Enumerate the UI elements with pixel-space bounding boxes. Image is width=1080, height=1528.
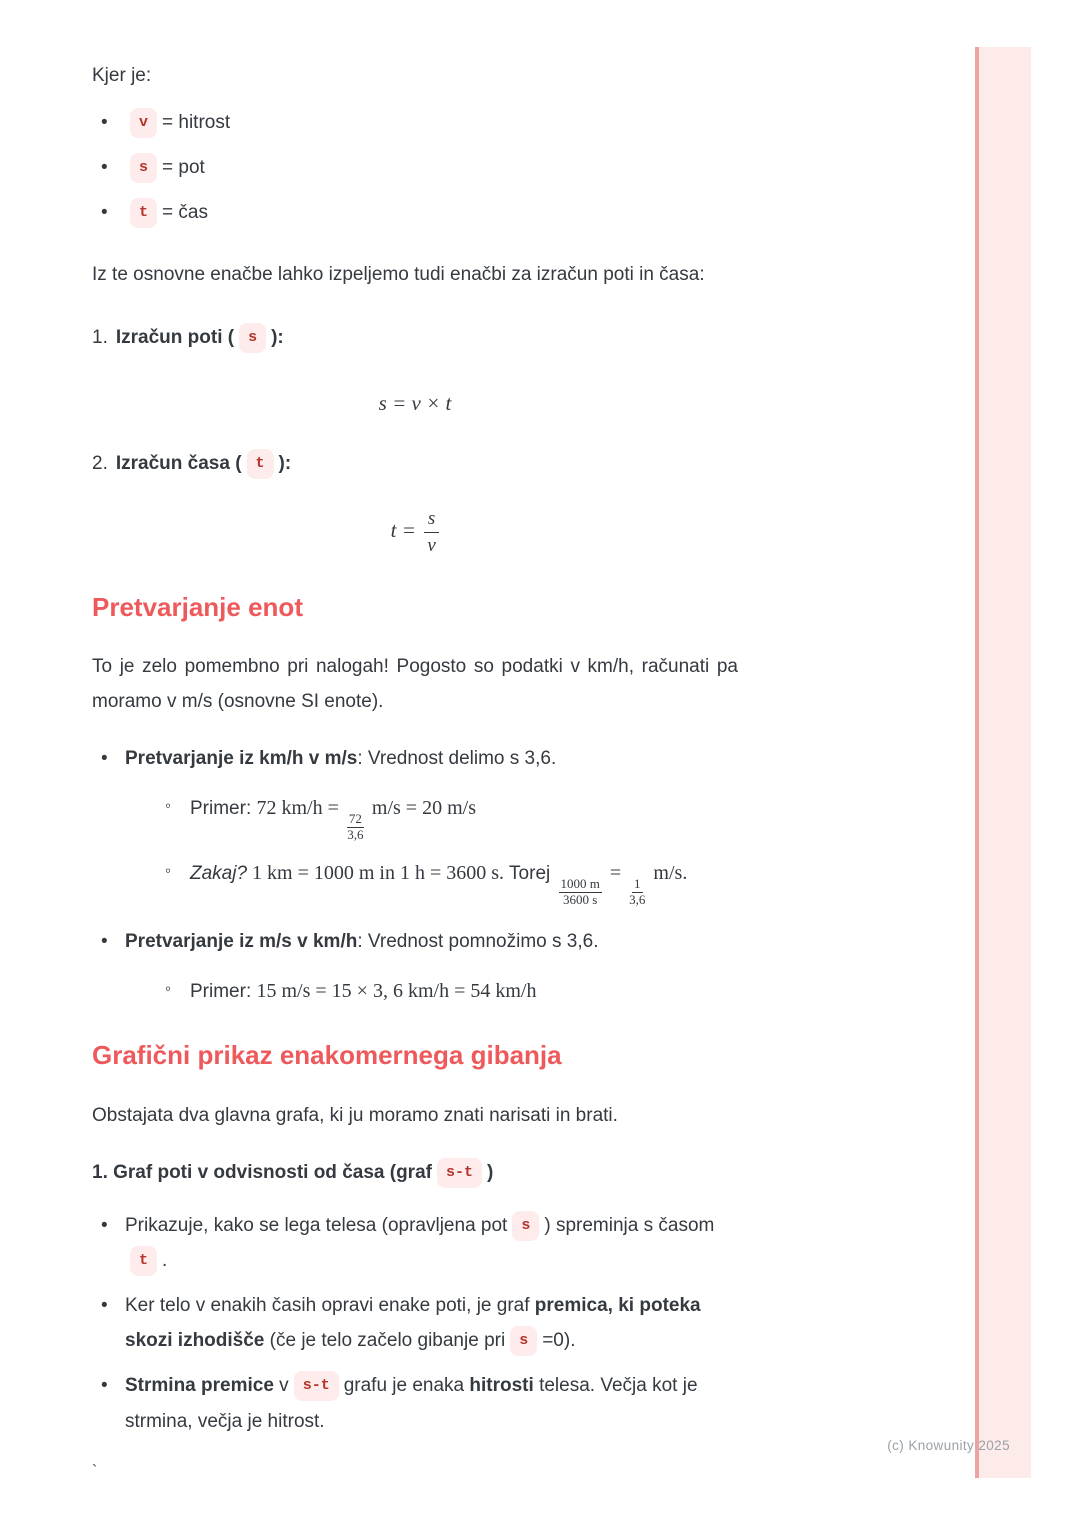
why-item [158,855,738,908]
graph1-title-pre: 1. Graf poti v odvisnosti od časa (graf [92,1161,432,1183]
item-title-end: ): [271,326,284,348]
bullet-text: =0). [542,1330,576,1352]
fraction-denominator: 3,6 [629,892,646,908]
item-title: Izračun poti ( [115,326,235,348]
variable-definition: = pot [162,157,205,179]
code-badge-t: t [130,1246,157,1276]
fraction-numerator: s [424,507,439,533]
inline-fraction [629,877,645,908]
conversion-rule-bold: Pretvarjanje iz km/h v m/s [125,748,358,770]
graph-bullet-2 [92,1288,738,1358]
code-badge-s: s [512,1211,539,1241]
example-label: Primer: [190,798,257,820]
inline-fraction [347,812,364,843]
graph-bullet-1 [92,1208,738,1278]
code-badge-st: s-t [294,1371,339,1401]
variable-item-t [92,195,738,230]
code-badge-s: s [130,153,157,183]
why-connector: Torej [509,863,556,885]
why-tail: m/s. [648,862,688,885]
why-lead: Zakaj? [190,863,248,885]
conversion-rule-rest: : Vrednost delimo s 3,6. [357,748,557,770]
item-number: 2. [92,453,108,475]
variable-item-s [92,150,738,185]
code-badge-s: s [510,1326,537,1356]
time-formula [92,507,738,558]
example-label: Primer: [190,981,257,1003]
variable-definition: = hitrost [162,112,231,134]
item-title: Izračun časa ( [115,453,242,475]
display-fraction [424,507,439,558]
code-badge-t: t [130,198,157,228]
graph1-title [92,1155,738,1190]
equation-item-1 [92,320,738,355]
example-math: 15 m/s = 15 × 3, 6 km/h = 54 km/h [256,980,537,1003]
variable-item-v [92,105,738,140]
bullet-text: Prikazuje, kako se lega telesa (opravljena pot [125,1214,508,1236]
bullet-text: ) spreminja s časom [544,1214,715,1236]
bullet-text: grafu je enaka [343,1375,470,1397]
bullet-text: (če je telo začelo gibanje pri [264,1330,506,1352]
example-item [158,790,738,843]
why-math: 1 km = 1000 m in 1 h = 3600 s. [247,862,510,885]
code-badge-v: v [130,108,157,138]
stray-backtick: ` [92,1462,98,1480]
bullet-text: telesa. Večja kot je strmina, večja je hitrost. [125,1375,698,1432]
derivation-note: Iz te osnovne enačbe lahko izpeljemo tudi enačbi za izračun poti in časa: [92,263,705,285]
conversion-list [92,741,738,1010]
section-heading-graphs: Grafični prikaz enakomernega gibanja [92,1040,562,1071]
equation-item-2 [92,446,738,481]
item-number: 1. [92,326,108,348]
path-formula: s = v × t [378,390,452,415]
fraction-denominator: 3600 s [563,892,598,908]
example-math-tail: m/s = 20 m/s [366,797,476,820]
fraction-numerator: 72 [348,811,362,827]
fraction-numerator: 1 [634,876,641,892]
why-equals: = [604,862,627,885]
conversion-examples [158,790,738,908]
conversion-rule-bold: Pretvarjanje iz m/s v km/h [125,931,358,953]
example-item [158,973,738,1010]
where-label: Kjer je: [92,65,152,86]
fraction-denominator: 3,6 [347,827,364,843]
example-math: 72 km/h = [256,797,344,820]
variable-list [92,105,738,230]
footer-copyright: (c) Knowunity 2025 [887,1438,1010,1453]
code-badge-t: t [247,449,274,479]
code-badge-st: s-t [437,1158,482,1188]
bullet-text: . [162,1249,168,1271]
fraction-numerator: 1000 m [560,876,600,892]
conversion-rule-rest: : Vrednost pomnožimo s 3,6. [357,931,599,953]
unit-conversion-intro: To je zelo pomembno pri nalogah! Pogosto so podatki v km/h, računati pa moramo v m/s (osnovne SI enote). [92,656,738,713]
conversion-ms-to-kmh [92,924,738,1010]
conversion-examples [158,973,738,1010]
graph-properties-list [92,1208,738,1439]
formula-lhs: t = [390,518,416,543]
side-ribbon [975,47,1031,1478]
code-badge-s: s [239,323,266,353]
bullet-text: Ker telo v enakih časih opravi enake poti, je graf [125,1295,535,1317]
bullet-bold: Strmina premice [125,1375,274,1397]
inline-fraction [559,877,602,908]
variable-definition: = čas [162,202,208,224]
item-title-end: ): [278,453,292,475]
section-heading-unit-conversion: Pretvarjanje enot [92,591,303,622]
graph-bullet-3 [92,1368,738,1438]
bullet-bold: hitrosti [469,1375,534,1397]
graph1-title-post: ) [486,1161,494,1183]
conversion-kmh-to-ms [92,741,738,908]
fraction-denominator: v [427,535,436,557]
graphs-intro: Obstajata dva glavna grafa, ki ju moramo znati narisati in brati. [92,1104,618,1126]
bullet-text: v [273,1375,289,1397]
bullet-bold: premica, ki poteka skozi izhodišče [125,1295,701,1352]
